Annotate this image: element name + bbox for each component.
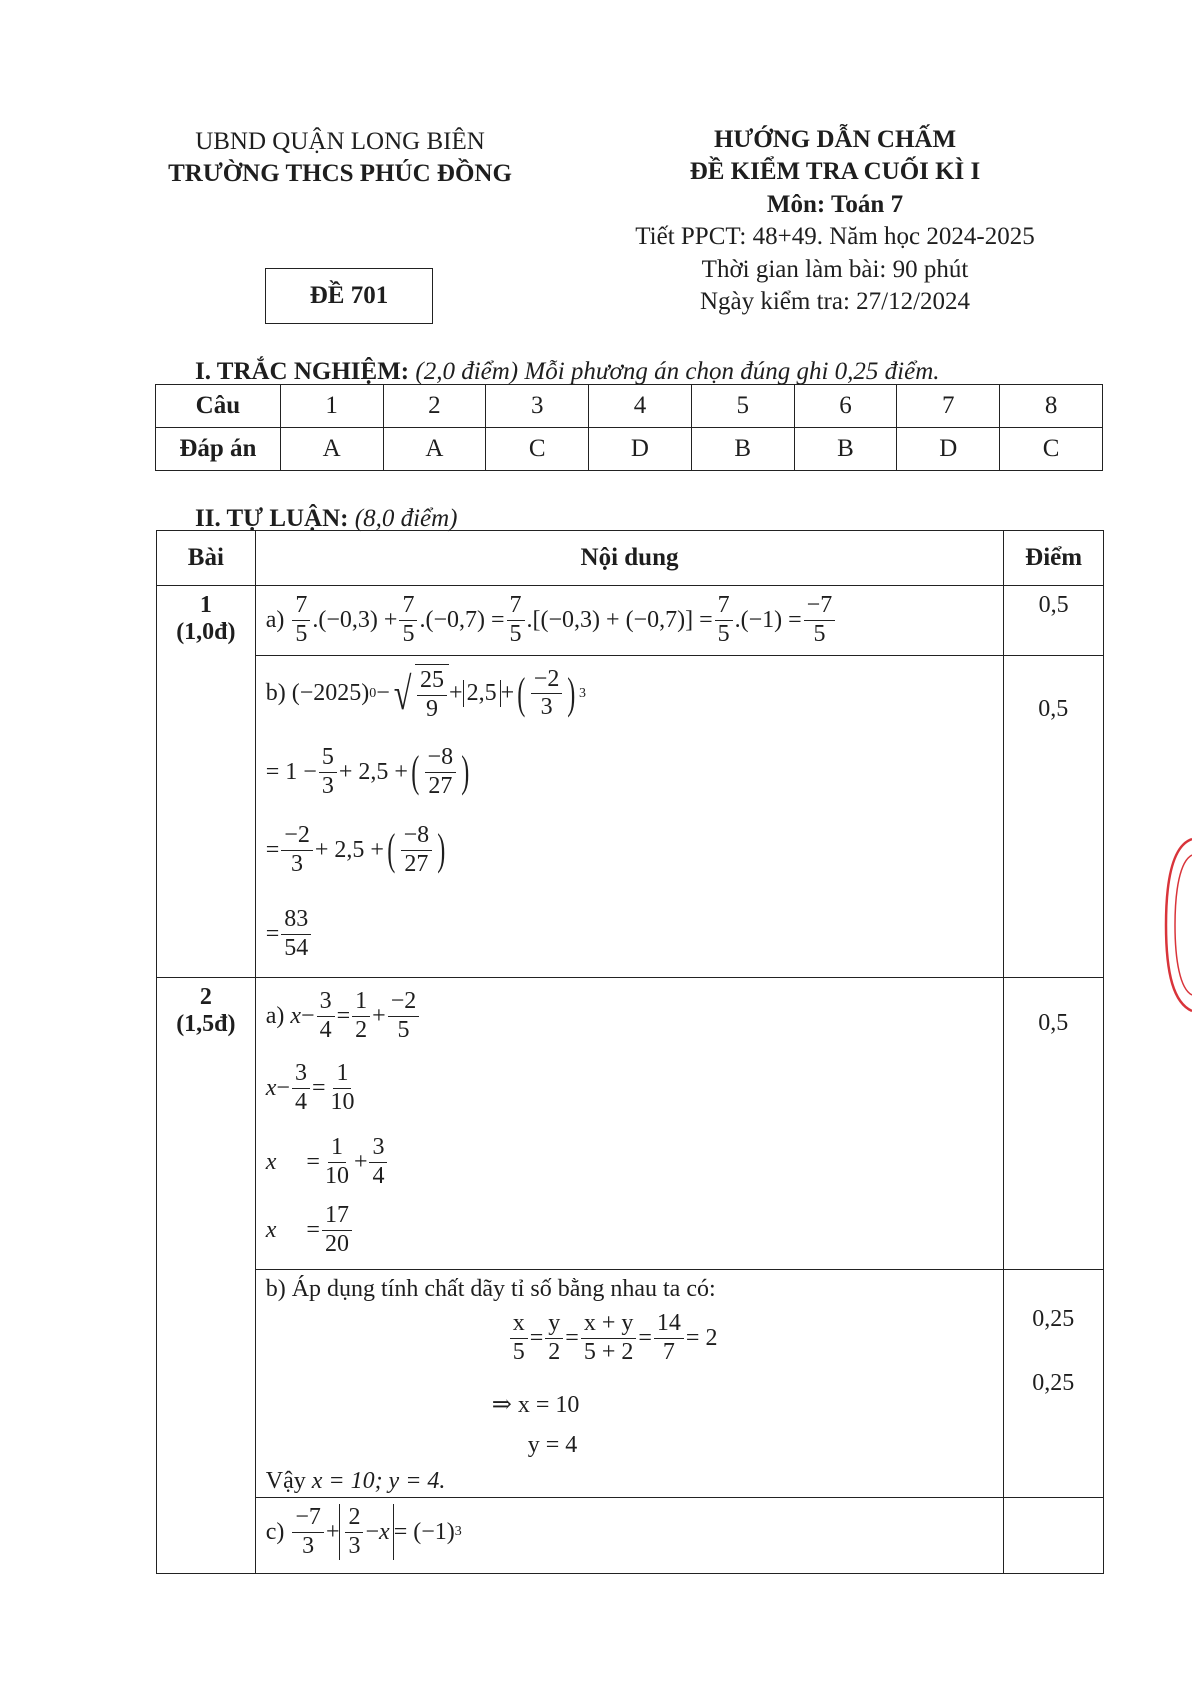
mc-label-question: Câu bbox=[156, 385, 281, 428]
mc-answer: A bbox=[383, 428, 486, 471]
bai2a-line4: x = 17 20 bbox=[266, 1202, 354, 1258]
section1-title: I. TRẮC NGHIỆM: bbox=[195, 358, 410, 385]
score: 0,5 bbox=[1038, 592, 1069, 618]
school-name: TRƯỜNG THCS PHÚC ĐỒNG bbox=[168, 160, 512, 187]
mc-answer: C bbox=[1000, 428, 1103, 471]
essay-table bbox=[156, 530, 1104, 1574]
mc-question: 7 bbox=[897, 385, 1000, 428]
duration: Thời gian làm bài: 90 phút bbox=[701, 256, 969, 283]
bai2b-y: y = 4 bbox=[527, 1432, 578, 1458]
col-header-noidung: Nội dung bbox=[255, 531, 1004, 586]
mc-label-answer: Đáp án bbox=[156, 428, 281, 471]
subject: Môn: Toán 7 bbox=[766, 191, 904, 218]
bai2a-line1: a) x − 3 4 = 1 2 + −2 5 bbox=[266, 988, 422, 1044]
score: 0,25 bbox=[1032, 1370, 1075, 1396]
section2-title: II. TỰ LUẬN: bbox=[195, 505, 349, 532]
mc-question: 6 bbox=[794, 385, 897, 428]
bai1b-content bbox=[255, 656, 1004, 978]
exam-code-box: ĐỀ 701 bbox=[265, 268, 433, 324]
bai1b-score-cell bbox=[1004, 656, 1104, 978]
bai2a-content bbox=[255, 978, 1004, 1270]
mc-answer: B bbox=[691, 428, 794, 471]
bai2b-intro: b) Áp dụng tính chất dãy tỉ số bằng nhau ta có: bbox=[265, 1276, 716, 1302]
bai2-cell bbox=[157, 978, 256, 1574]
mc-question: 1 bbox=[280, 385, 383, 428]
mc-answer: B bbox=[794, 428, 897, 471]
bai1-cell bbox=[157, 586, 256, 978]
section2-note: (8,0 điểm) bbox=[354, 505, 458, 532]
bai2c-content bbox=[255, 1498, 1004, 1574]
bai1b-line4: = 83 54 bbox=[266, 906, 314, 962]
bai1a-score-cell bbox=[1004, 586, 1104, 656]
score: 0,5 bbox=[1038, 696, 1069, 722]
stamp-fragment bbox=[1162, 835, 1192, 1015]
mc-answer: A bbox=[280, 428, 383, 471]
bai1-number: 1 bbox=[199, 592, 212, 618]
bai2-points: (1,5đ) bbox=[176, 1011, 236, 1037]
bai2b-conclusion-math: x = 10; y = 4. bbox=[311, 1468, 446, 1494]
bai2a-line3: x = 1 10 + 3 4 bbox=[266, 1134, 390, 1190]
section2-heading bbox=[195, 505, 458, 533]
bai2a-line2: x − 3 4 = 1 10 bbox=[265, 1060, 355, 1115]
bai2b-ratio: x 5 = y 2 = x + y 5 + 2 = 14 7 = 2 bbox=[508, 1310, 718, 1366]
mc-answer: C bbox=[486, 428, 589, 471]
mc-question: 8 bbox=[1000, 385, 1103, 428]
bai2c-score-cell bbox=[1004, 1498, 1104, 1574]
exam-date: Ngày kiểm tra: 27/12/2024 bbox=[699, 288, 971, 315]
bai2b-conclusion bbox=[266, 1468, 446, 1495]
bai2b-conclusion-word: Vậy bbox=[265, 1468, 306, 1494]
col-header-bai: Bài bbox=[157, 531, 256, 586]
bai1b-line1: b) (−2025) 0 − √ $\frac{25}{9}$ + 2,5 + ( −2 3 ) 3 bbox=[265, 665, 586, 722]
bai2c-line1: c) −7 3 + 2 3 − x = (−1) 3 bbox=[265, 1504, 462, 1559]
bai2b-x: ⇒ x = 10 bbox=[491, 1392, 580, 1418]
mc-question: 4 bbox=[589, 385, 692, 428]
section1-heading bbox=[195, 358, 940, 386]
mc-question: 5 bbox=[691, 385, 794, 428]
mc-answer: D bbox=[589, 428, 692, 471]
mc-answer: D bbox=[897, 428, 1000, 471]
bai2b-score-cell bbox=[1004, 1270, 1104, 1498]
bai1a-content bbox=[255, 586, 1004, 656]
bai2b-content bbox=[255, 1270, 1004, 1498]
mc-question: 2 bbox=[383, 385, 486, 428]
doc-title: HƯỚNG DẪN CHẤM bbox=[713, 126, 957, 153]
col-header-diem: Điểm bbox=[1004, 531, 1104, 586]
score: 0,25 bbox=[1032, 1306, 1075, 1332]
bai1b-line2: = 1 − 5 3 + 2,5 + ( −8 27 ) bbox=[265, 744, 470, 799]
bai1a-formula: a) 7 5 .(−0,3) + 7 5 .(−0,7) = 7 5 .[(−0,3) + (−0,7)] = 7 5 .(−1) = −7 5 bbox=[256, 586, 837, 648]
bai2-number: 2 bbox=[199, 984, 212, 1010]
lesson-year: Tiết PPCT: 48+49. Năm học 2024-2025 bbox=[635, 223, 1035, 250]
section1-note: (2,0 điểm) Mỗi phương án chọn đúng ghi 0,25 điểm. bbox=[415, 358, 940, 385]
bai2a-score-cell bbox=[1004, 978, 1104, 1270]
doc-subtitle: ĐỀ KIỂM TRA CUỐI KÌ I bbox=[689, 158, 981, 185]
mc-answer-table bbox=[155, 384, 1103, 471]
bai1b-line3: = −2 3 + 2,5 + ( −8 27 ) bbox=[265, 822, 446, 877]
bai1-points: (1,0đ) bbox=[176, 619, 236, 645]
mc-question: 3 bbox=[486, 385, 589, 428]
score: 0,5 bbox=[1038, 1010, 1069, 1036]
school-district: UBND QUẬN LONG BIÊN bbox=[195, 128, 485, 155]
